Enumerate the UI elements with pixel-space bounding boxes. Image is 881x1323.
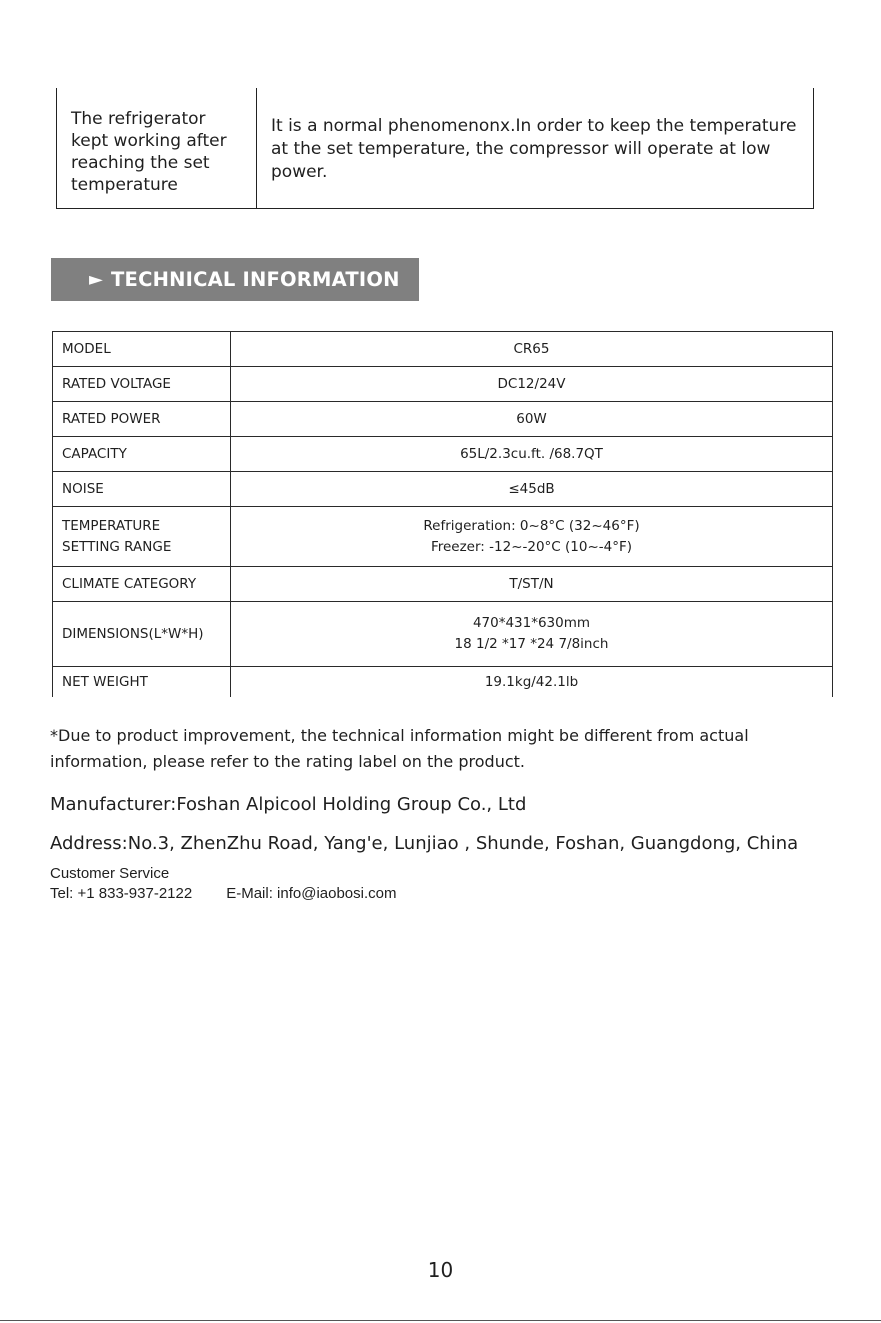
solution-line: power. <box>271 162 328 182</box>
play-arrow-icon: ► <box>89 269 104 290</box>
problem-cell <box>57 88 257 208</box>
troubleshooting-table <box>56 88 814 209</box>
spec-value: 60W <box>231 402 833 437</box>
spec-label: RATED POWER <box>53 402 231 437</box>
table-row <box>53 332 833 367</box>
problem-line: temperature <box>71 175 178 195</box>
table-row <box>53 602 833 667</box>
telephone: Tel: +1 833-937-2122 <box>50 885 193 902</box>
spec-value: 19.1kg/42.1lb <box>231 667 833 698</box>
technical-info-table <box>52 331 833 697</box>
footnote: *Due to product improvement, the technical information might be different from actual information, please refer to the rating label on the product. <box>50 726 749 771</box>
customer-service <box>50 864 397 904</box>
table-row <box>53 402 833 437</box>
spec-label: RATED VOLTAGE <box>53 367 231 402</box>
address: Address:No.3, ZhenZhu Road, Yang'e, Lunjiao , Shunde, Foshan, Guangdong, China <box>50 833 799 854</box>
email: E-Mail: info@iaobosi.com <box>226 885 397 902</box>
spec-label: DIMENSIONS(L*W*H) <box>53 602 231 667</box>
section-title: TECHNICAL INFORMATION <box>111 268 400 291</box>
spec-label: NOISE <box>53 472 231 507</box>
manufacturer: Manufacturer:Foshan Alpicool Holding Group Co., Ltd <box>50 794 527 815</box>
spec-value: 470*431*630mm 18 1/2 *17 *24 7/8inch <box>231 602 833 667</box>
table-row <box>53 472 833 507</box>
spec-value: ≤45dB <box>231 472 833 507</box>
spec-label: NET WEIGHT <box>53 667 231 698</box>
solution-line: at the set temperature, the compressor will operate at low <box>271 139 771 159</box>
table-row <box>53 367 833 402</box>
table-row <box>53 567 833 602</box>
problem-line: The refrigerator <box>71 109 206 129</box>
spec-label: TEMPERATURE SETTING RANGE <box>53 507 231 567</box>
spec-label: MODEL <box>53 332 231 367</box>
spec-value: Refrigeration: 0~8°C (32~46°F) Freezer: -12~-20°C (10~-4°F) <box>231 507 833 567</box>
problem-line: reaching the set <box>71 153 210 173</box>
contact-line <box>50 884 397 904</box>
problem-line: kept working after <box>71 131 227 151</box>
solution-cell <box>257 88 813 208</box>
spec-value: T/ST/N <box>231 567 833 602</box>
spec-value: DC12/24V <box>231 367 833 402</box>
divider <box>0 1320 881 1321</box>
customer-service-heading: Customer Service <box>50 865 170 882</box>
section-header <box>51 258 419 301</box>
page-number: 10 <box>427 1258 454 1282</box>
table-row <box>53 507 833 567</box>
spec-value: CR65 <box>231 332 833 367</box>
table-row <box>53 667 833 698</box>
spec-value: 65L/2.3cu.ft. /68.7QT <box>231 437 833 472</box>
spec-label: CLIMATE CATEGORY <box>53 567 231 602</box>
spec-label: CAPACITY <box>53 437 231 472</box>
table-row <box>53 437 833 472</box>
solution-line: It is a normal phenomenonx.In order to keep the temperature <box>271 116 797 136</box>
